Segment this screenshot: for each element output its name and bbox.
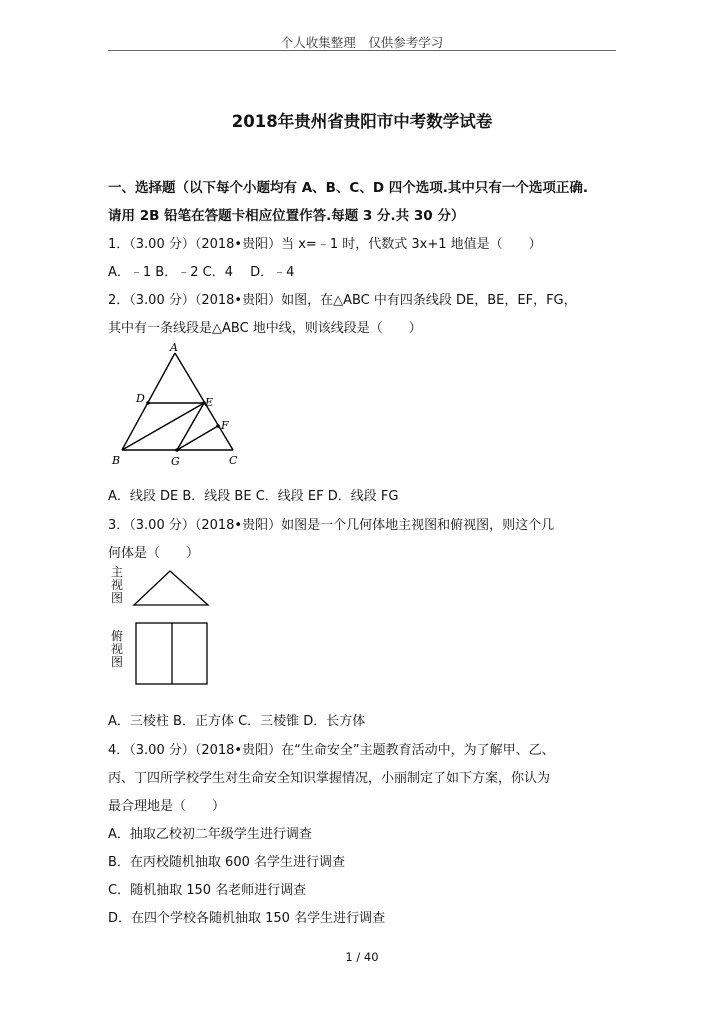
- point-d: [146, 401, 150, 405]
- page-header: 个人收集整理 仅供参考学习: [280, 35, 444, 50]
- label-b: B: [112, 454, 121, 467]
- q2-stem-line2: 其中有一条线段是△ABC 地中线，则该线段是（ ）: [108, 321, 422, 336]
- header-divider: [108, 50, 616, 51]
- q3-stem-line2: 何体是（ ）: [108, 546, 200, 561]
- label-d: D: [136, 392, 145, 405]
- q3-stem-line1: 3．（3.00 分）（2018•贵阳）如图是一个几何体地主视图和俯视图，则这个几: [108, 518, 555, 533]
- front-view-label: 主视图: [110, 565, 123, 605]
- q4-stem-line2: 丙、丁四所学校学生对生命安全知识掌握情况，小丽制定了如下方案，你认为: [108, 771, 551, 786]
- label-f: F: [221, 419, 229, 432]
- q4-option-c: C．随机抽取 150 名老师进行调查: [108, 883, 307, 898]
- label-a: A: [170, 341, 178, 354]
- point-f: [216, 424, 220, 428]
- label-g: G: [171, 455, 180, 468]
- q1-stem: 1．（3.00 分）（2018•贵阳）当 x=﹣1 时，代数式 3x+1 地值是（ ）: [108, 237, 542, 252]
- top-view-figure: [134, 620, 210, 686]
- page-title: 2018年贵州省贵阳市中考数学试卷: [231, 112, 493, 131]
- q3-options: A．三棱柱 B．正方体 C．三棱锥 D．长方体: [108, 714, 366, 729]
- q4-option-d: D．在四个学校各随机抽取 150 名学生进行调查: [108, 911, 386, 926]
- label-e: E: [205, 396, 214, 409]
- q4-option-b: B．在丙校随机抽取 600 名学生进行调查: [108, 855, 345, 870]
- front-view-triangle: [134, 571, 208, 605]
- section-heading-line2: 请用 2B 铅笔在答题卡相应位置作答.每题 3 分.共 30 分）: [108, 208, 465, 224]
- q1-options: A．﹣1 B．﹣2 C．4 D．﹣4: [108, 265, 295, 280]
- top-view-label: 俯视图: [110, 629, 123, 669]
- q4-stem-line1: 4．（3.00 分）（2018•贵阳）在“生命安全”主题教育活动中，为了解甲、乙、: [108, 743, 555, 758]
- page-number: 1 / 40: [345, 950, 379, 964]
- q2-stem-line1: 2．（3.00 分）（2018•贵阳）如图，在△ABC 中有四条线段 DE，BE，EF，FG，: [108, 293, 577, 308]
- label-c: C: [229, 454, 238, 467]
- front-view-figure: [130, 568, 212, 608]
- triangle-figure: [108, 340, 258, 475]
- point-g: [175, 448, 179, 452]
- q4-stem-line3: 最合理地是（ ）: [108, 799, 226, 814]
- section-heading-line1: 一、选择题（以下每个小题均有 A、B、C、D 四个选项.其中只有一个选项正确.: [108, 180, 589, 196]
- q2-options: A．线段 DE B．线段 BE C．线段 EF D．线段 FG: [108, 489, 399, 504]
- q4-option-a: A．抽取乙校初二年级学生进行调查: [108, 827, 312, 842]
